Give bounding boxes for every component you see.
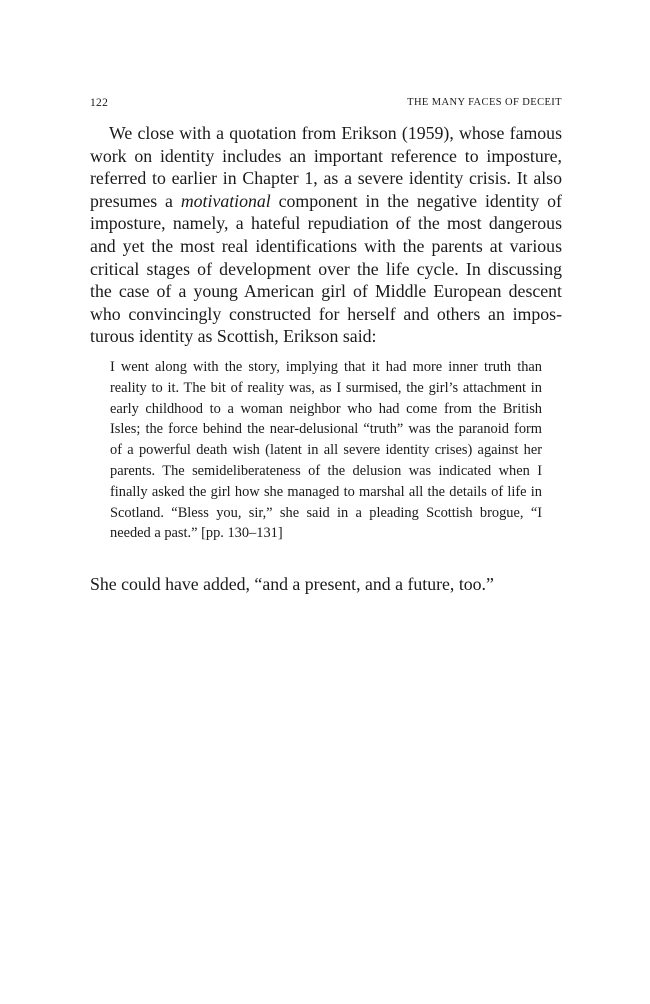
- paragraph-1-text-start: We close with a quotation from Erikson (1959), whose famous work on identity includes an important reference to imposture, referred to earlier in Chapter 1, as a severe identity crisis. It also presumes a: [90, 123, 562, 211]
- emphasis-motivational: motivational: [180, 190, 271, 211]
- page-number: 122: [90, 97, 109, 109]
- body-paragraph-1: [90, 122, 562, 348]
- body-paragraph-2: She could have added, “and a present, and a future, too.”: [90, 574, 494, 594]
- running-head: [90, 97, 562, 113]
- paragraph-1-text-end: component in the negative identity of imposture, namely, a hateful repudiation of the most dangerous and yet the most real identifications with the parents at various critical stages of development over the life cycle. In discussing the case of a young American girl of Middle European descent who convincingly constructed for herself and others an imposturous identity as Scottish, Erikson said:: [90, 190, 562, 347]
- block-quote-erikson: I went along with the story, implying that it had more inner truth than reality to it. The bit of reality was, as I surmised, the girl’s attachment in early childhood to a woman neighbor who had come from the British Isles; the force behind the near-delusional “truth” was the paranoid form of a powerful death wish (latent in all severe identity crises) against her parents. The semideliberateness of the delusion was indicated when I finally asked the girl how she managed to marshal all the details of life in Scotland. “Bless you, sir,” she said in a pleading Scottish brogue, “I needed a past.” [pp. 130–131]: [110, 359, 542, 542]
- running-title: THE MANY FACES OF DECEIT: [407, 97, 562, 108]
